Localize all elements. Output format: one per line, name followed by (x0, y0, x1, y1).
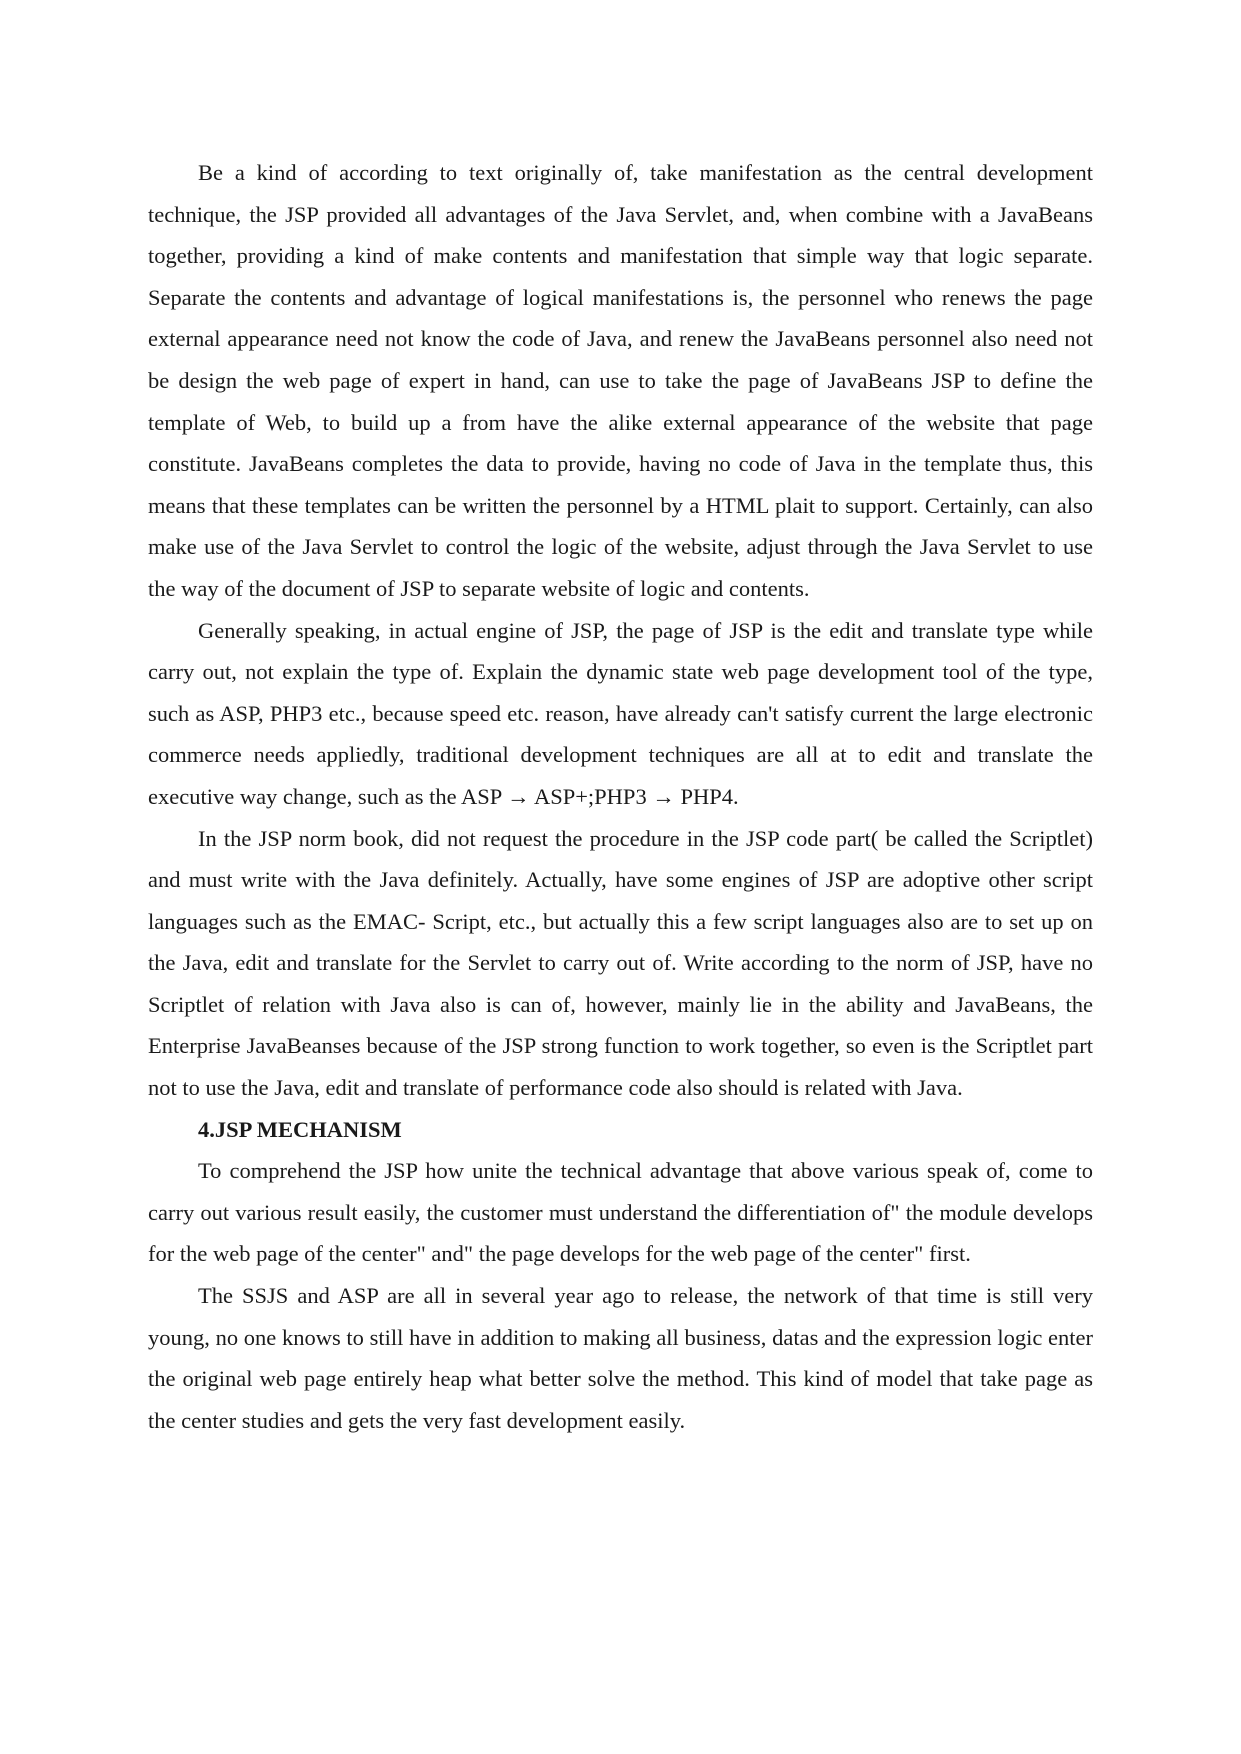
paragraph-jsp-scriptlet: In the JSP norm book, did not request the procedure in the JSP code part( be called the Scriptlet) and must write with the Java definitely. Actually, have some engines of JSP are adoptive other script languages such as the EMAC- Script, etc., but actually this a few script languages also are to set up on the Java, edit and translate for the Servlet to carry out of. Write according to the norm of JSP, have no Scriptlet of relation with Java also is can of, however, mainly lie in the ability and JavaBeans, the Enterprise JavaBeanses because of the JSP strong function to work together, so even is the Scriptlet part not to use the Java, edit and translate of performance code also should is related with Java. (148, 825, 1093, 1101)
section-heading-jsp-mechanism: 4.JSP MECHANISM (198, 1116, 402, 1142)
paragraph-jsp-intro: Be a kind of according to text originally of, take manifestation as the central development technique, the JSP provided all advantages of the Java Servlet, and, when combine with a JavaBeans together, providing a kind of make contents and manifestation that simple way that logic separate. Separate the contents and advantage of logical manifestations is, the personnel who renews the page external appearance need not know the code of Java, and renew the JavaBeans personnel also need not be design the web page of expert in hand, can use to take the page of JavaBeans JSP to define the template of Web, to build up a from have the alike external appearance of the website that page constitute. JavaBeans completes the data to provide, having no code of Java in the template thus, this means that these templates can be written the personnel by a HTML plait to support. Certainly, can also make use of the Java Servlet to control the logic of the website, adjust through the Java Servlet to use the way of the document of JSP to separate website of logic and contents. (148, 160, 1093, 601)
document-page (148, 152, 1093, 1441)
paragraph-jsp-comprehend: To comprehend the JSP how unite the technical advantage that above various speak of, come to carry out various result easily, the customer must understand the differentiation of" the module develops for the web page of the center" and" the page develops for the web page of the center" first. (148, 1158, 1093, 1267)
paragraph-ssjs-asp: The SSJS and ASP are all in several year ago to release, the network of that time is still very young, no one knows to still have in addition to making all business, datas and the expression logic enter the original web page entirely heap what better solve the method. This kind of model that take page as the center studies and gets the very fast development easily. (148, 1283, 1093, 1433)
paragraph-jsp-engine: Generally speaking, in actual engine of JSP, the page of JSP is the edit and translate type while carry out, not explain the type of. Explain the dynamic state web page development tool of the type, such as ASP, PHP3 etc., because speed etc. reason, have already can't satisfy current the large electronic commerce needs appliedly, traditional development techniques are all at to edit and translate the executive way change, such as the ASP → ASP+;PHP3 → PHP4. (148, 617, 1093, 809)
